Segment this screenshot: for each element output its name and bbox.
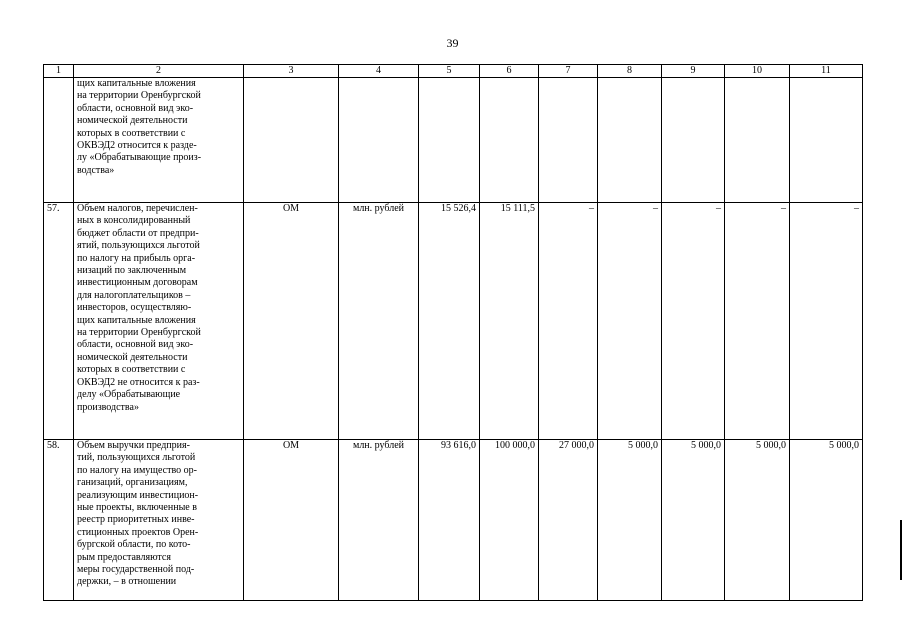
source-cell: ОМ [244, 440, 339, 601]
description-line: стиционных проектов Орен- [77, 526, 199, 538]
unit-cell: млн. рублей [339, 440, 419, 601]
page-number: 39 [446, 36, 459, 50]
value-cell: 100 000,0 [480, 440, 539, 601]
description-line: для налогоплательщиков – [77, 289, 191, 301]
description-line: по налогу на имущество ор- [77, 464, 197, 476]
table-row-continuation [44, 78, 863, 203]
column-header: 4 [339, 65, 419, 78]
column-header: 10 [725, 65, 790, 78]
description-line: делу «Обрабатывающие [77, 389, 181, 401]
value-cell: 93 616,0 [419, 440, 480, 601]
description-line: инвестиционным договорам [77, 277, 198, 289]
value-cell: 15 526,4 [419, 203, 480, 440]
column-header: 7 [539, 65, 598, 78]
description-line: меры государственной под- [77, 564, 195, 576]
value-cell: 5 000,0 [598, 440, 662, 601]
row-number-cell: 57. [44, 203, 74, 440]
value-cell: – [539, 203, 598, 440]
column-header: 1 [44, 65, 74, 78]
column-header: 3 [244, 65, 339, 78]
description-line: реестр приоритетных инве- [77, 514, 195, 526]
value-cell [790, 78, 863, 203]
value-cell: – [725, 203, 790, 440]
indicator-table [43, 64, 863, 601]
value-cell [480, 78, 539, 203]
description-line: водства» [77, 164, 115, 176]
value-cell: 15 111,5 [480, 203, 539, 440]
column-header: 8 [598, 65, 662, 78]
column-header: 11 [790, 65, 863, 78]
value-cell: – [790, 203, 863, 440]
description-line: держки, – в отношении [77, 576, 177, 588]
indicator-description [74, 78, 244, 203]
column-number-header-row [44, 65, 863, 78]
description-line: Объем налогов, перечислен- [77, 203, 198, 214]
description-line: бюджет области от предпри- [77, 227, 199, 239]
indicator-description [74, 203, 244, 440]
description-line: на территории Оренбургской [77, 327, 201, 339]
description-line: ные проекты, включенные в [77, 502, 197, 514]
description-line: которых в соответствии с [77, 127, 186, 139]
description-line: щих капитальные вложения [77, 78, 196, 89]
value-cell: 5 000,0 [662, 440, 725, 601]
description-line: щих капитальные вложения [77, 314, 196, 326]
description-line: бургской области, по кото- [77, 539, 191, 551]
description-line: по налогу на прибыль орга- [77, 252, 196, 264]
column-header: 6 [480, 65, 539, 78]
description-line: производства» [77, 401, 139, 413]
description-line: рым предоставляются [77, 551, 171, 563]
value-cell: 27 000,0 [539, 440, 598, 601]
description-line: области, основной вид эко- [77, 339, 194, 351]
description-line: ОКВЭД2 относится к разде- [77, 140, 197, 152]
row-number-cell: 58. [44, 440, 74, 601]
description-line: на территории Оренбургской [77, 90, 201, 102]
table-row-57 [44, 203, 863, 440]
description-line: Объем выручки предприя- [77, 440, 190, 451]
unit-cell: млн. рублей [339, 203, 419, 440]
table-row-58 [44, 440, 863, 601]
description-line: лу «Обрабатывающие произ- [77, 152, 202, 164]
description-line: которых в соответствии с [77, 364, 186, 376]
value-cell [725, 78, 790, 203]
value-cell: – [598, 203, 662, 440]
value-cell: – [662, 203, 725, 440]
description-line: номической деятельности [77, 115, 188, 127]
description-line: тий, пользующихся льготой [77, 452, 196, 464]
column-header: 2 [74, 65, 244, 78]
description-line: ных в консолидированный [77, 215, 191, 227]
description-line: низаций по заключенным [77, 265, 187, 277]
value-cell [419, 78, 480, 203]
source-cell: ОМ [244, 203, 339, 440]
value-cell [662, 78, 725, 203]
scan-edge-mark [900, 520, 902, 580]
column-header: 9 [662, 65, 725, 78]
description-line: ятий, пользующихся льготой [77, 240, 200, 252]
description-line: инвесторов, осуществляю- [77, 302, 192, 314]
value-cell: 5 000,0 [790, 440, 863, 601]
value-cell [598, 78, 662, 203]
value-cell [539, 78, 598, 203]
row-number-cell [44, 78, 74, 203]
indicator-description [74, 440, 244, 601]
column-header: 5 [419, 65, 480, 78]
description-line: реализующим инвестицион- [77, 489, 199, 501]
unit-cell [339, 78, 419, 203]
description-line: номической деятельности [77, 351, 188, 363]
description-line: области, основной вид эко- [77, 102, 194, 114]
value-cell: 5 000,0 [725, 440, 790, 601]
description-line: ганизаций, организациям, [77, 477, 188, 489]
source-cell [244, 78, 339, 203]
description-line: ОКВЭД2 не относится к раз- [77, 376, 200, 388]
